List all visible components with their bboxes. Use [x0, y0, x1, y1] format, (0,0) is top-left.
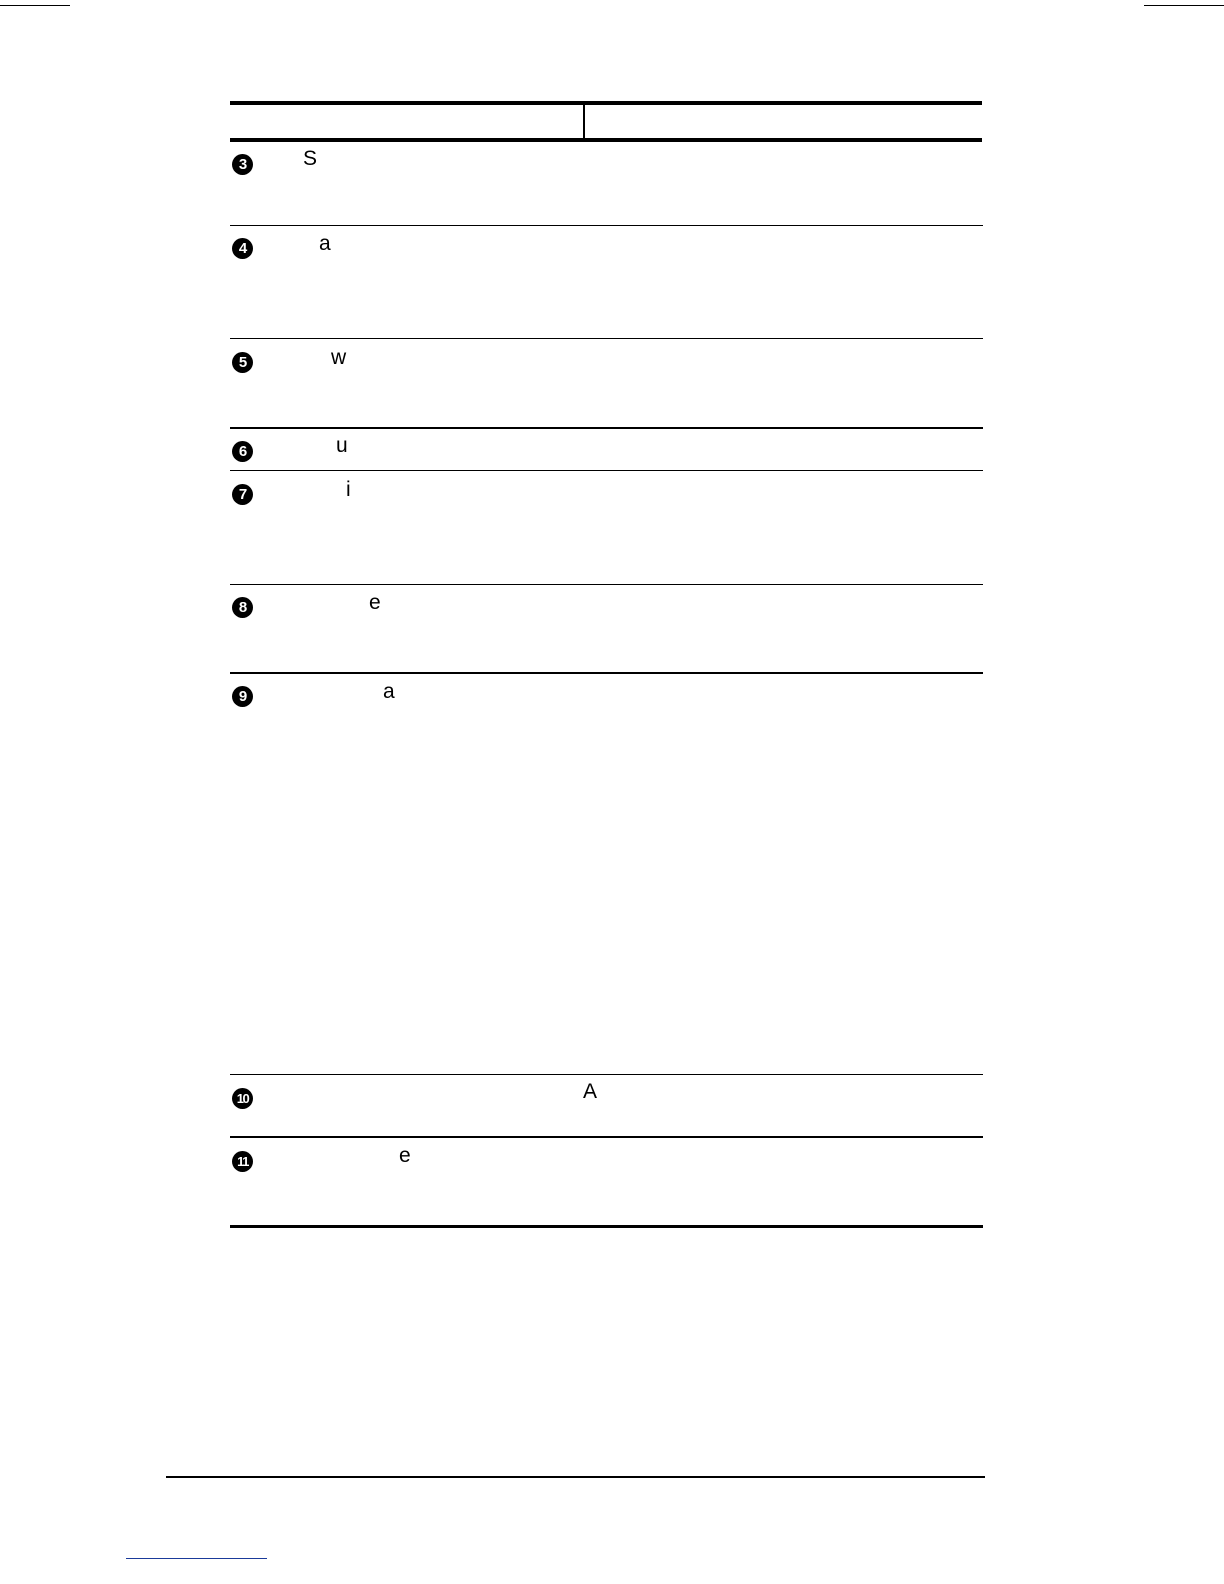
table-bottom-rule: [230, 1225, 983, 1228]
row-divider: [230, 338, 983, 339]
callout-number: 6: [232, 441, 253, 462]
row-divider: [230, 470, 983, 471]
crop-mark-right: [1144, 5, 1224, 6]
callout-number: 3: [232, 154, 253, 175]
row-divider: [230, 427, 983, 429]
footer-rule: [166, 1476, 985, 1478]
row-divider: [230, 225, 983, 226]
row-label: e: [369, 591, 381, 614]
row-label: u: [336, 434, 348, 457]
row-label: A: [583, 1080, 598, 1103]
table-top-rule: [230, 101, 982, 105]
row-label: a: [383, 680, 395, 703]
callout-number: 8: [232, 597, 253, 618]
footer-link-underline: [126, 1558, 267, 1559]
callout-number: 11: [232, 1151, 253, 1172]
callout-number: 9: [232, 686, 253, 707]
row-label: i: [346, 478, 351, 501]
callout-number: 7: [232, 484, 253, 505]
callout-number: 4: [232, 238, 253, 259]
footer-link[interactable]: [126, 1545, 267, 1559]
callout-number: 5: [232, 352, 253, 373]
table-header-rule: [230, 138, 982, 142]
table-header-divider: [583, 101, 585, 142]
row-divider: [230, 584, 983, 585]
row-label: w: [331, 346, 347, 369]
row-divider: [230, 672, 983, 674]
callout-number: 10: [232, 1088, 253, 1109]
row-label: a: [319, 232, 331, 255]
row-label: e: [399, 1144, 411, 1167]
row-label: S: [303, 147, 318, 170]
crop-mark-left: [0, 5, 70, 6]
row-divider: [230, 1136, 983, 1138]
row-divider: [230, 1074, 983, 1075]
